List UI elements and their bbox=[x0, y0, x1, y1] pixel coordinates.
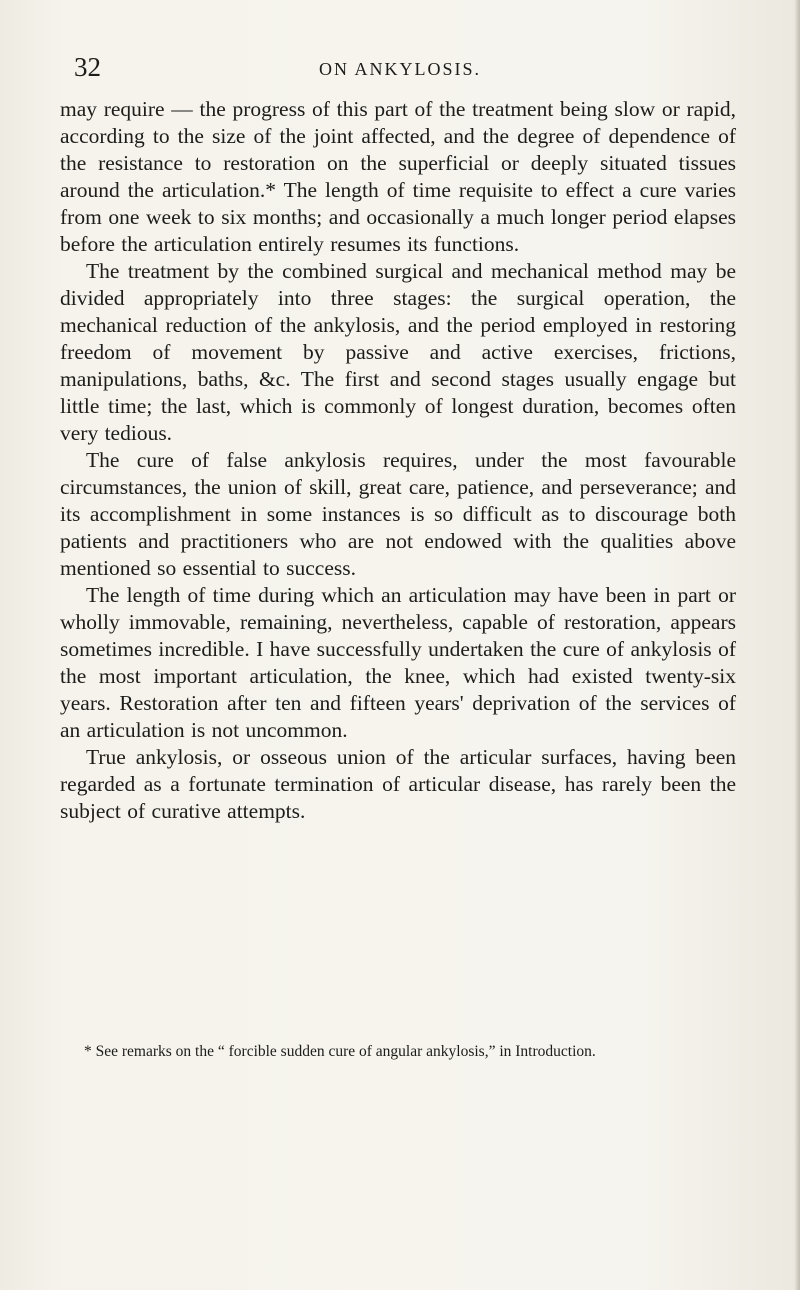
paragraph-2: The treatment by the combined surgical and mechanical method may be divided appropriately into three stages: the surgical operation, the mechanical reduction of the ankylosis, and the period employed in restoring freedom of movement by passive and active exercises, frictions, manipulations, baths, &c. The first and second stages usually engage but little time; the last, which is commonly of longest duration, becomes often very tedious. bbox=[60, 259, 736, 445]
footnote-text: * See remarks on the “ forcible sudden cure of angular ankylosis,” in Introduction. bbox=[84, 1043, 596, 1060]
body-text bbox=[60, 96, 736, 825]
page-header bbox=[0, 52, 800, 82]
paragraph-3: The cure of false ankylosis requires, under the most favourable circumstances, the union of skill, great care, patience, and perseverance; and its accomplishment in some instances is so difficult as to discourage both patients and practitioners who are not endowed with the qualities above mentioned so essential to success. bbox=[60, 448, 736, 580]
running-head: ON ANKYLOSIS. bbox=[318, 59, 481, 79]
footnote bbox=[60, 1040, 740, 1064]
paragraph-5: True ankylosis, or osseous union of the articular surfaces, having been regarded as a fortunate termination of articular disease, has rarely been the subject of curative attempts. bbox=[60, 745, 736, 823]
page-number: 32 bbox=[74, 52, 101, 82]
page-edge-shadow bbox=[794, 0, 800, 1290]
paragraph-1: may require — the progress of this part of the treatment being slow or rapid, according to the size of the joint affected, and the degree of dependence of the resistance to restoration on the superficial or deeply situated tissues around the articulation.* The length of time requisite to effect a cure varies from one week to six months; and occasionally a much longer period elapses before the articulation entirely resumes its functions. bbox=[60, 97, 736, 256]
paragraph-4: The length of time during which an articulation may have been in part or wholly immovable, remaining, nevertheless, capable of restoration, appears sometimes incredible. I have successfully undertaken the cure of ankylosis of the most important articulation, the knee, which had existed twenty-six years. Restoration after ten and fifteen years' deprivation of the services of an articulation is not uncommon. bbox=[60, 583, 736, 742]
